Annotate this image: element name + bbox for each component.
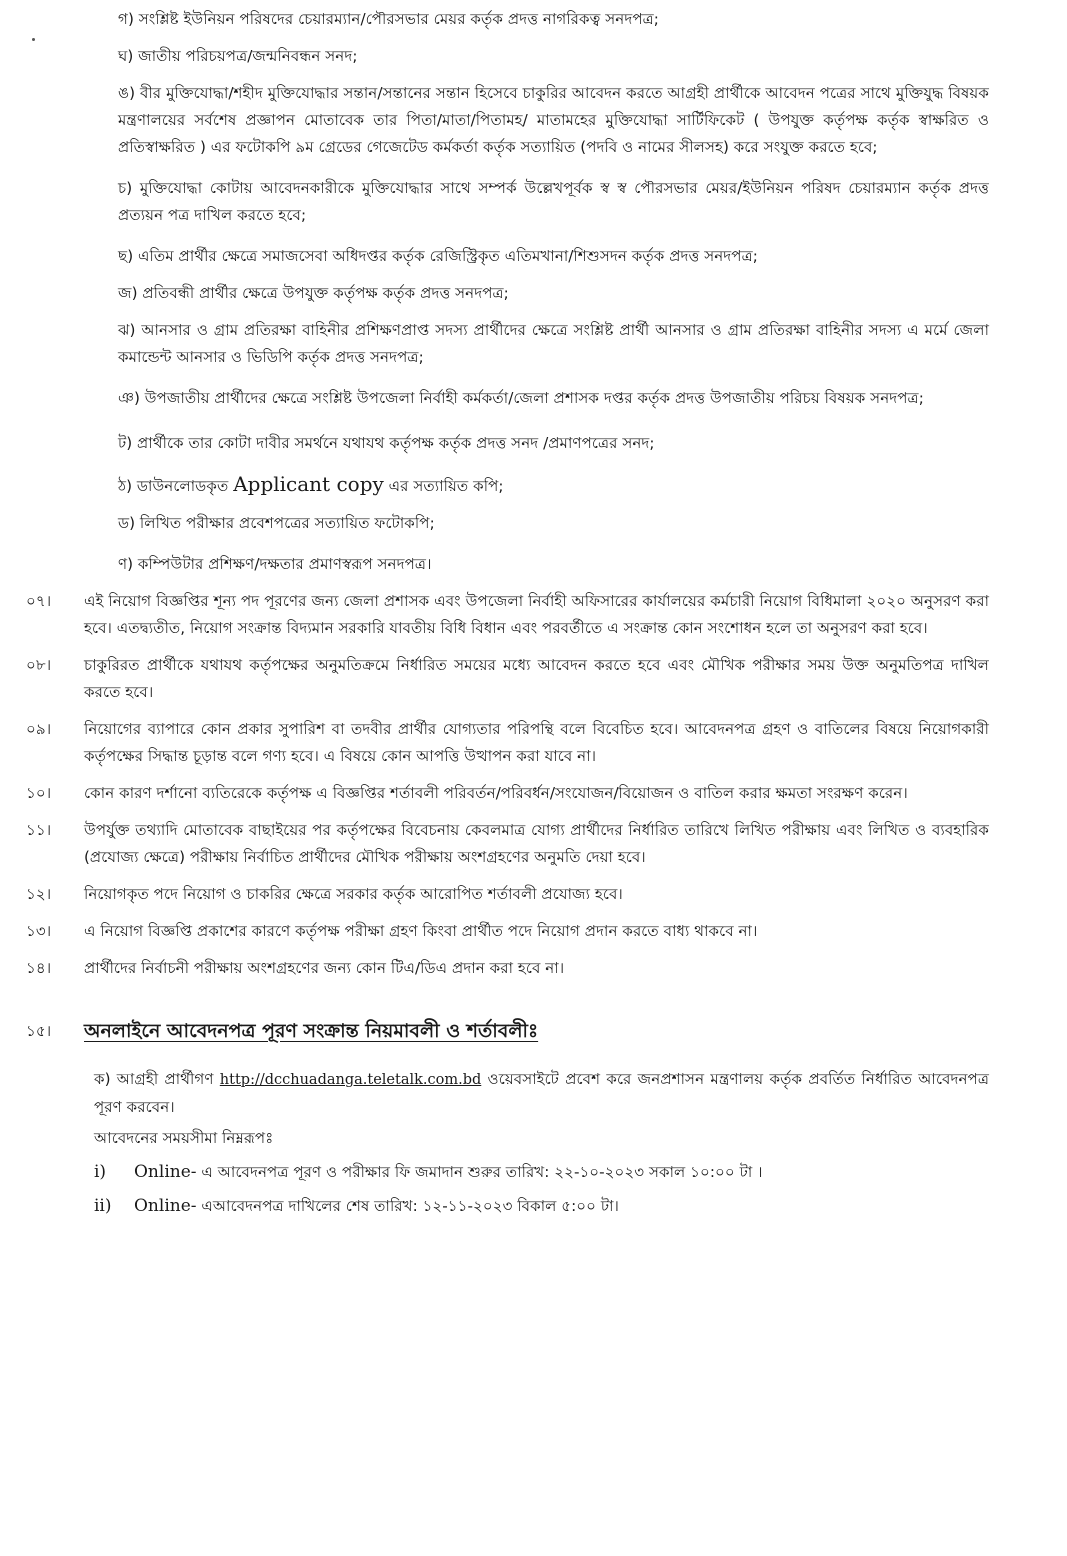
timeline-text xyxy=(134,1192,619,1220)
clause-15-heading xyxy=(26,1016,989,1046)
item-gha: ঘ) জাতীয় পরিচয়পত্র/জন্মনিবন্ধন সনদ; xyxy=(118,47,358,65)
timeline-text xyxy=(134,1158,763,1186)
item-dda: ড) লিখিত পরীক্ষার প্রবেশপত্রের সত্যায়িত ফটোকপি; xyxy=(118,514,435,532)
clause-text: এই নিয়োগ বিজ্ঞপ্তির শূন্য পদ পূরণের জন্য জেলা প্রশাসক এবং উপজেলা নির্বাহী অফিসারের কার্যালয়ের কর্মচারী নিয়োগ বিধিমালা ২০২০ অনুসরণ করা হবে। এতদ্ব্যতীত, নিয়োগ সংক্রান্ত বিদ্যমান সরকারি যাবতীয় বিধি বিধান এবং পরবর্তীতে এ সংক্রান্ত কোন সংশোধন হলে তা অনুসরণ করা হবে। xyxy=(84,592,989,637)
item-nna: ণ) কম্পিউটার প্রশিক্ষণ/দক্ষতার প্রমাণস্বরূপ সনদপত্র। xyxy=(118,555,432,573)
clause-text: প্রার্থীদের নির্বাচনী পরীক্ষায় অংশগ্রহণের জন্য কোন টিএ/ডিএ প্রদান করা হবে না। xyxy=(84,959,565,977)
item-ga: গ) সংশ্লিষ্ট ইউনিয়ন পরিষদের চেয়ারম্যান/পৌরসভার মেয়র কর্তৃক প্রদত্ত নাগরিকত্ব সনদপত্র; xyxy=(118,10,659,28)
clause-number: ১৫। xyxy=(26,1022,52,1040)
clause-number: ০৮। xyxy=(26,656,52,674)
clause-09 xyxy=(26,716,989,770)
item-nya: ঞ) উপজাতীয় প্রার্থীদের ক্ষেত্রে সংশ্লিষ্ট উপজেলা নির্বাহী কর্মকর্তা/জেলা প্রশাসক দপ্তর কর্তৃক প্রদত্ত উপজাতীয় পরিচয় বিষয়ক সনদপত্র; xyxy=(118,389,924,407)
clause-text: এ নিয়োগ বিজ্ঞপ্তি প্রকাশের কারণে কর্তৃপক্ষ পরীক্ষা গ্রহণ কিংবা প্রার্থীত পদে নিয়োগ প্রদান করতে বাধ্য থাকবে না। xyxy=(84,922,758,940)
item-chha: ছ) এতিম প্রার্থীর ক্ষেত্রে সমাজসেবা অধিদপ্তর কর্তৃক রেজিস্ট্রিকৃত এতিমখানা/শিশুসদন কর্তৃক প্রদত্ত সনদপত্র; xyxy=(118,247,758,265)
clause-text: নিয়োগের ব্যাপারে কোন প্রকার সুপারিশ বা তদবীর প্রার্থীর যোগ্যতার পরিপন্থি বলে বিবেচিত হবে। আবেদনপত্র গ্রহণ ও বাতিলের বিষয়ে নিয়োগকারী কর্তৃপক্ষের সিদ্ধান্ত চূড়ান্ত বলে গণ্য হবে। এ বিষয়ে কোন আপত্তি উত্থাপন করা যাবে না। xyxy=(84,720,989,765)
clause-number: ১২। xyxy=(26,885,52,903)
clause-number: ০৭। xyxy=(26,592,52,610)
clause-number: ১১। xyxy=(26,821,52,839)
item-tha-latin: Applicant copy xyxy=(233,472,384,496)
online-label: Online- xyxy=(134,1162,197,1182)
section-heading: অনলাইনে আবেদনপত্র পূরণ সংক্রান্ত নিয়মাবলী ও শর্তাবলীঃ xyxy=(84,1020,539,1042)
online-label: Online- xyxy=(134,1196,197,1216)
timeline-detail: এ আবেদনপত্র পূরণ ও পরীক্ষার ফি জমাদান শুরুর তারিখ: ২২-১০-২০২৩ সকাল ১০:০০ টা । xyxy=(201,1163,763,1181)
roman-number: i) xyxy=(94,1162,107,1182)
clause-text: কোন কারণ দর্শানো ব্যতিরেকে কর্তৃপক্ষ এ বিজ্ঞপ্তির শর্তাবলী পরিবর্তন/পরিবর্ধন/সংযোজন/বিয়োজন ও বাতিল করার ক্ষমতা সংরক্ষণ করেন। xyxy=(84,784,908,802)
item-ja: জ) প্রতিবন্ধী প্রার্থীর ক্ষেত্রে উপযুক্ত কর্তৃপক্ষ কর্তৃক প্রদত্ত সনদপত্র; xyxy=(118,284,509,302)
item-tha-prefix: ঠ) ডাউনলোডকৃত xyxy=(118,477,229,495)
clause-number: ১৪। xyxy=(26,959,52,977)
item-umo: ঙ) বীর মুক্তিযোদ্ধা/শহীদ মুক্তিযোদ্ধার সন্তান/সন্তানের সন্তান হিসেবে চাকুরির আবেদন করতে আগ্রহী প্রার্থীকে আবেদন পত্রের সাথে মুক্তিযুদ্ধ বিষয়ক মন্ত্রণালয়ের সর্বশেষ প্রজ্ঞাপন মোতাবেক তার পিতা/মাতা/পিতামহ/ মাতামহের মুক্তিযোদ্ধা সার্টিফিকেট ( উপযুক্ত কর্তৃপক্ষ কর্তৃক স্বাক্ষরিত ও প্রতিস্বাক্ষরিত ) এর ফটোকপি ৯ম গ্রেডের গেজেটেড কর্মকর্তা কর্তৃক সত্যায়িত (পদবি ও নামের সীলসহ) করে সংযুক্ত করতে হবে; xyxy=(118,84,989,156)
item-tha xyxy=(26,471,989,500)
clause-number: ১৩। xyxy=(26,922,52,940)
item-jha: ঝ) আনসার ও গ্রাম প্রতিরক্ষা বাহিনীর প্রশিক্ষণপ্রাপ্ত সদস্য প্রার্থীদের ক্ষেত্রে সংশ্লিষ্ট প্রার্থী আনসার ও গ্রাম প্রতিরক্ষা বাহিনীর সদস্য এ মর্মে জেলা কমান্ডেন্ট আনসার ও ভিডিপি কর্তৃক প্রদত্ত সনদপত্র; xyxy=(118,321,989,366)
roman-number: ii) xyxy=(94,1196,112,1216)
deadline-label: আবেদনের সময়সীমা নিম্নরূপঃ xyxy=(94,1129,274,1147)
clause-13 xyxy=(26,918,989,945)
instruction-ka-prefix: ক) আগ্রহী প্রার্থীগণ xyxy=(94,1070,214,1088)
clause-08 xyxy=(26,652,989,706)
scan-dot xyxy=(32,38,35,41)
instruction-ka xyxy=(94,1066,989,1121)
clause-14 xyxy=(26,955,989,982)
item-tha-suffix: এর সত্যায়িত কপি; xyxy=(388,477,504,495)
clause-12 xyxy=(26,881,989,908)
instruction-ka-suffix: ওয়েবসাইটে প্রবেশ করে জনপ্রশাসন মন্ত্রণালয় কর্তৃক প্রবর্তিত নির্ধারিত আবেদনপত্র পূরণ করবেন। xyxy=(94,1070,990,1116)
clause-11 xyxy=(26,817,989,871)
clause-text: উপর্যুক্ত তথ্যাদি মোতাবেক বাছাইয়ের পর কর্তৃপক্ষের বিবেচনায় কেবলমাত্র যোগ্য প্রার্থীদের নির্ধারিত তারিখে লিখিত পরীক্ষায় এবং লিখিত ও ব্যবহারিক (প্রযোজ্য ক্ষেত্রে) পরীক্ষায় নির্বাচিত প্রার্থীদের মৌখিক পরীক্ষায় অংশগ্রহণের অনুমতি দেয়া হবে। xyxy=(84,821,989,866)
online-instructions xyxy=(26,1066,989,1220)
clause-text: চাকুরিরত প্রার্থীকে যথাযথ কর্তৃপক্ষের অনুমতিক্রমে নির্ধারিত সময়ের মধ্যে আবেদন করতে হবে এবং মৌখিক পরীক্ষার সময় উক্ত অনুমতিপত্র দাখিল করতে হবে। xyxy=(84,656,989,701)
timeline-detail: এআবেদনপত্র দাখিলের শেষ তারিখ: ১২-১১-২০২৩ বিকাল ৫:০০ টা। xyxy=(201,1197,619,1215)
clause-number: ০৯। xyxy=(26,720,52,738)
item-ta: ট) প্রার্থীকে তার কোটা দাবীর সমর্থনে যথাযথ কর্তৃপক্ষ কর্তৃক প্রদত্ত সনদ /প্রমাণপত্রের সনদ; xyxy=(118,434,655,452)
item-cha: চ) মুক্তিযোদ্ধা কোটায় আবেদনকারীকে মুক্তিযোদ্ধার সাথে সম্পর্ক উল্লেখপূর্বক স্ব স্ব পৌরসভার মেয়র/ইউনিয়ন পরিষদ চেয়ারম্যান কর্তৃক প্রদত্ত প্রত্যয়ন পত্র দাখিল করতে হবে; xyxy=(118,179,989,224)
timeline-item-start xyxy=(94,1158,989,1186)
clause-10 xyxy=(26,780,989,807)
timeline-item-end xyxy=(94,1192,989,1220)
teletalk-link[interactable]: http://dcchuadanga.teletalk.com.bd xyxy=(219,1072,482,1088)
clause-07 xyxy=(26,588,989,642)
clause-text: নিয়োগকৃত পদে নিয়োগ ও চাকরির ক্ষেত্রে সরকার কর্তৃক আরোপিত শর্তাবলী প্রযোজ্য হবে। xyxy=(84,885,623,903)
clause-number: ১০। xyxy=(26,784,52,802)
